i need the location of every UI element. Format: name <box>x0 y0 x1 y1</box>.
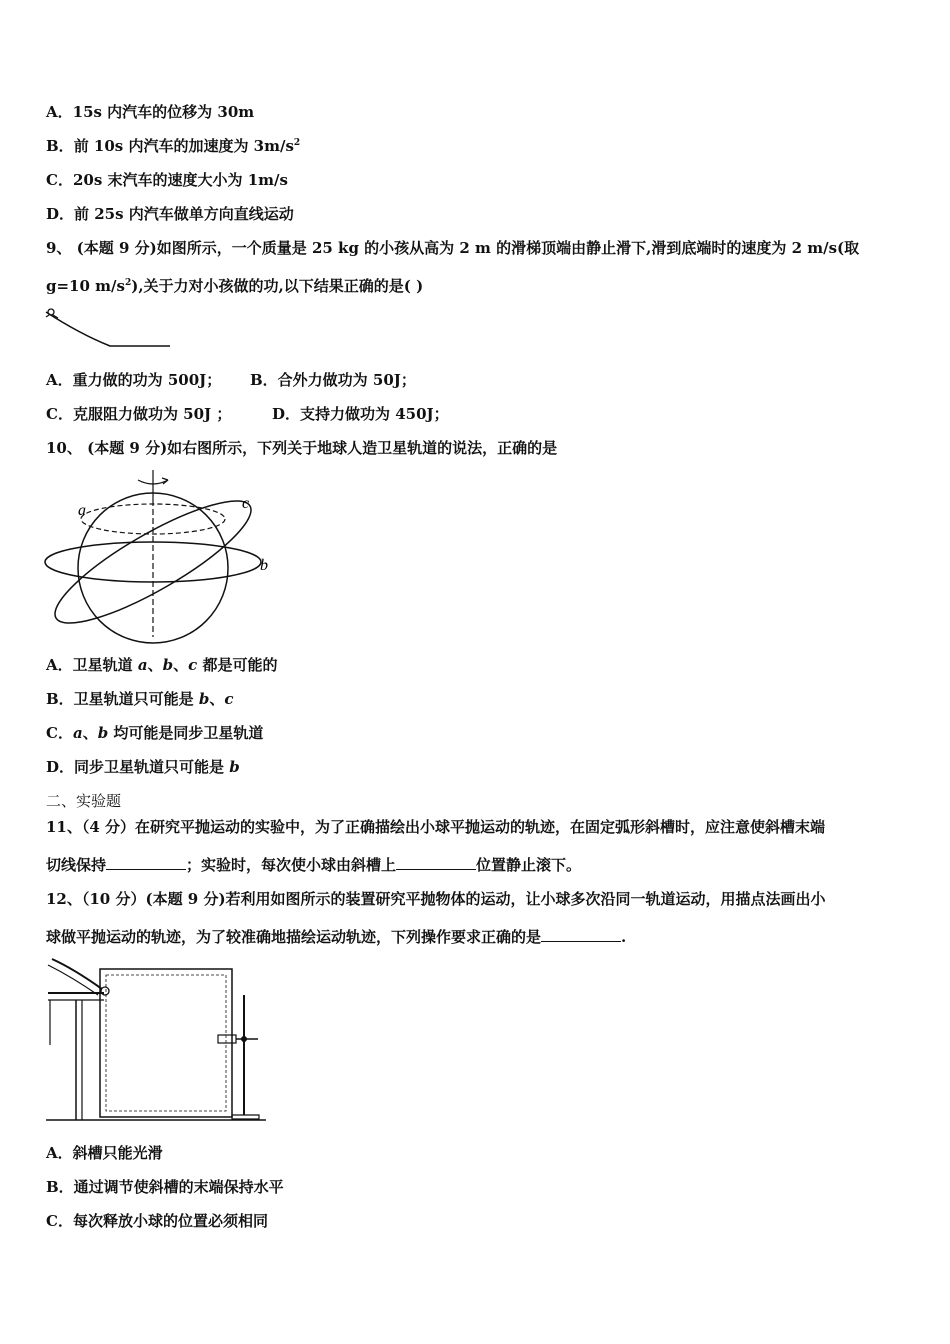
q8-option-c: C．20s 末汽车的速度大小为 1m/s <box>46 171 288 189</box>
q9-stem-line1: 9、 (本题 9 分)如图所示，一个质量是 25 kg 的小孩从高为 2 m 的滑梯顶端由静止滑下,滑到底端时的速度为 2 m/s(取 <box>46 239 860 257</box>
q9-option-b: B．合外力做功为 50J； <box>250 371 416 389</box>
label-c: c <box>242 495 250 512</box>
q11-line2: 切线保持 ；实验时，每次使小球由斜槽上 位置静止滚下。 <box>46 856 582 874</box>
q9-option-a: A．重力做的功为 500J； <box>46 371 222 389</box>
answer-blank-2[interactable] <box>396 855 476 870</box>
answer-blank-3[interactable] <box>541 927 621 942</box>
ball <box>101 987 109 995</box>
q9-option-d: D．支持力做功为 450J； <box>272 405 449 423</box>
q10-option-b: B．卫星轨道只可能是 b、c <box>46 690 234 708</box>
q12-line2: 球做平抛运动的轨迹，为了较准确地描绘运动轨迹，下列操作要求正确的是 . <box>46 928 627 946</box>
satellite-orbit-figure <box>40 462 280 644</box>
q12-option-c: C．每次释放小球的位置必须相同 <box>46 1212 268 1230</box>
projectile-apparatus-figure <box>44 955 269 1125</box>
q10-option-a: A．卫星轨道 a、b、c 都是可能的 <box>46 656 278 674</box>
child-icon <box>48 309 54 315</box>
q11-line1: 11、（4 分）在研究平抛运动的实验中，为了正确描绘出小球平抛运动的轨迹，在固定弧形斜槽时，应注意使斜槽末端 <box>46 818 826 836</box>
q12-option-b: B．通过调节使斜槽的末端保持水平 <box>46 1178 284 1196</box>
q9-option-c: C．克服阻力做功为 50J ； <box>46 405 232 423</box>
q9-stem-line2: g=10 $m/s^2$),关于力对小孩做的功,以下结果正确的是( ) <box>46 277 424 295</box>
slide-curve <box>46 312 170 346</box>
q8-option-b: B．前 10s 内汽车的加速度为 $3m/s^2$ <box>46 137 301 155</box>
q10-stem: 10、 (本题 9 分)如右图所示，下列关于地球人造卫星轨道的说法，正确的是 <box>46 439 558 457</box>
slide-figure <box>40 304 175 350</box>
section-title: 二、实验题 <box>46 792 122 810</box>
q10-option-d: D．同步卫星轨道只可能是 b <box>46 758 240 776</box>
board <box>100 969 232 1117</box>
q8-option-a: A．15s 内汽车的位移为 30m <box>46 103 255 121</box>
q12-line1: 12、（10 分）(本题 9 分)若利用如图所示的装置研究平抛物体的运动，让小球多次沿同一轨道运动，用描点法画出小 <box>46 890 826 908</box>
q12-option-a: A．斜槽只能光滑 <box>46 1144 163 1162</box>
label-b: b <box>260 557 268 574</box>
chute <box>52 959 102 989</box>
label-a: a <box>78 502 86 519</box>
q8-option-d: D．前 25s 内汽车做单方向直线运动 <box>46 205 294 223</box>
q10-option-c: C．a、b 均可能是同步卫星轨道 <box>46 724 264 742</box>
answer-blank-1[interactable] <box>106 855 186 870</box>
